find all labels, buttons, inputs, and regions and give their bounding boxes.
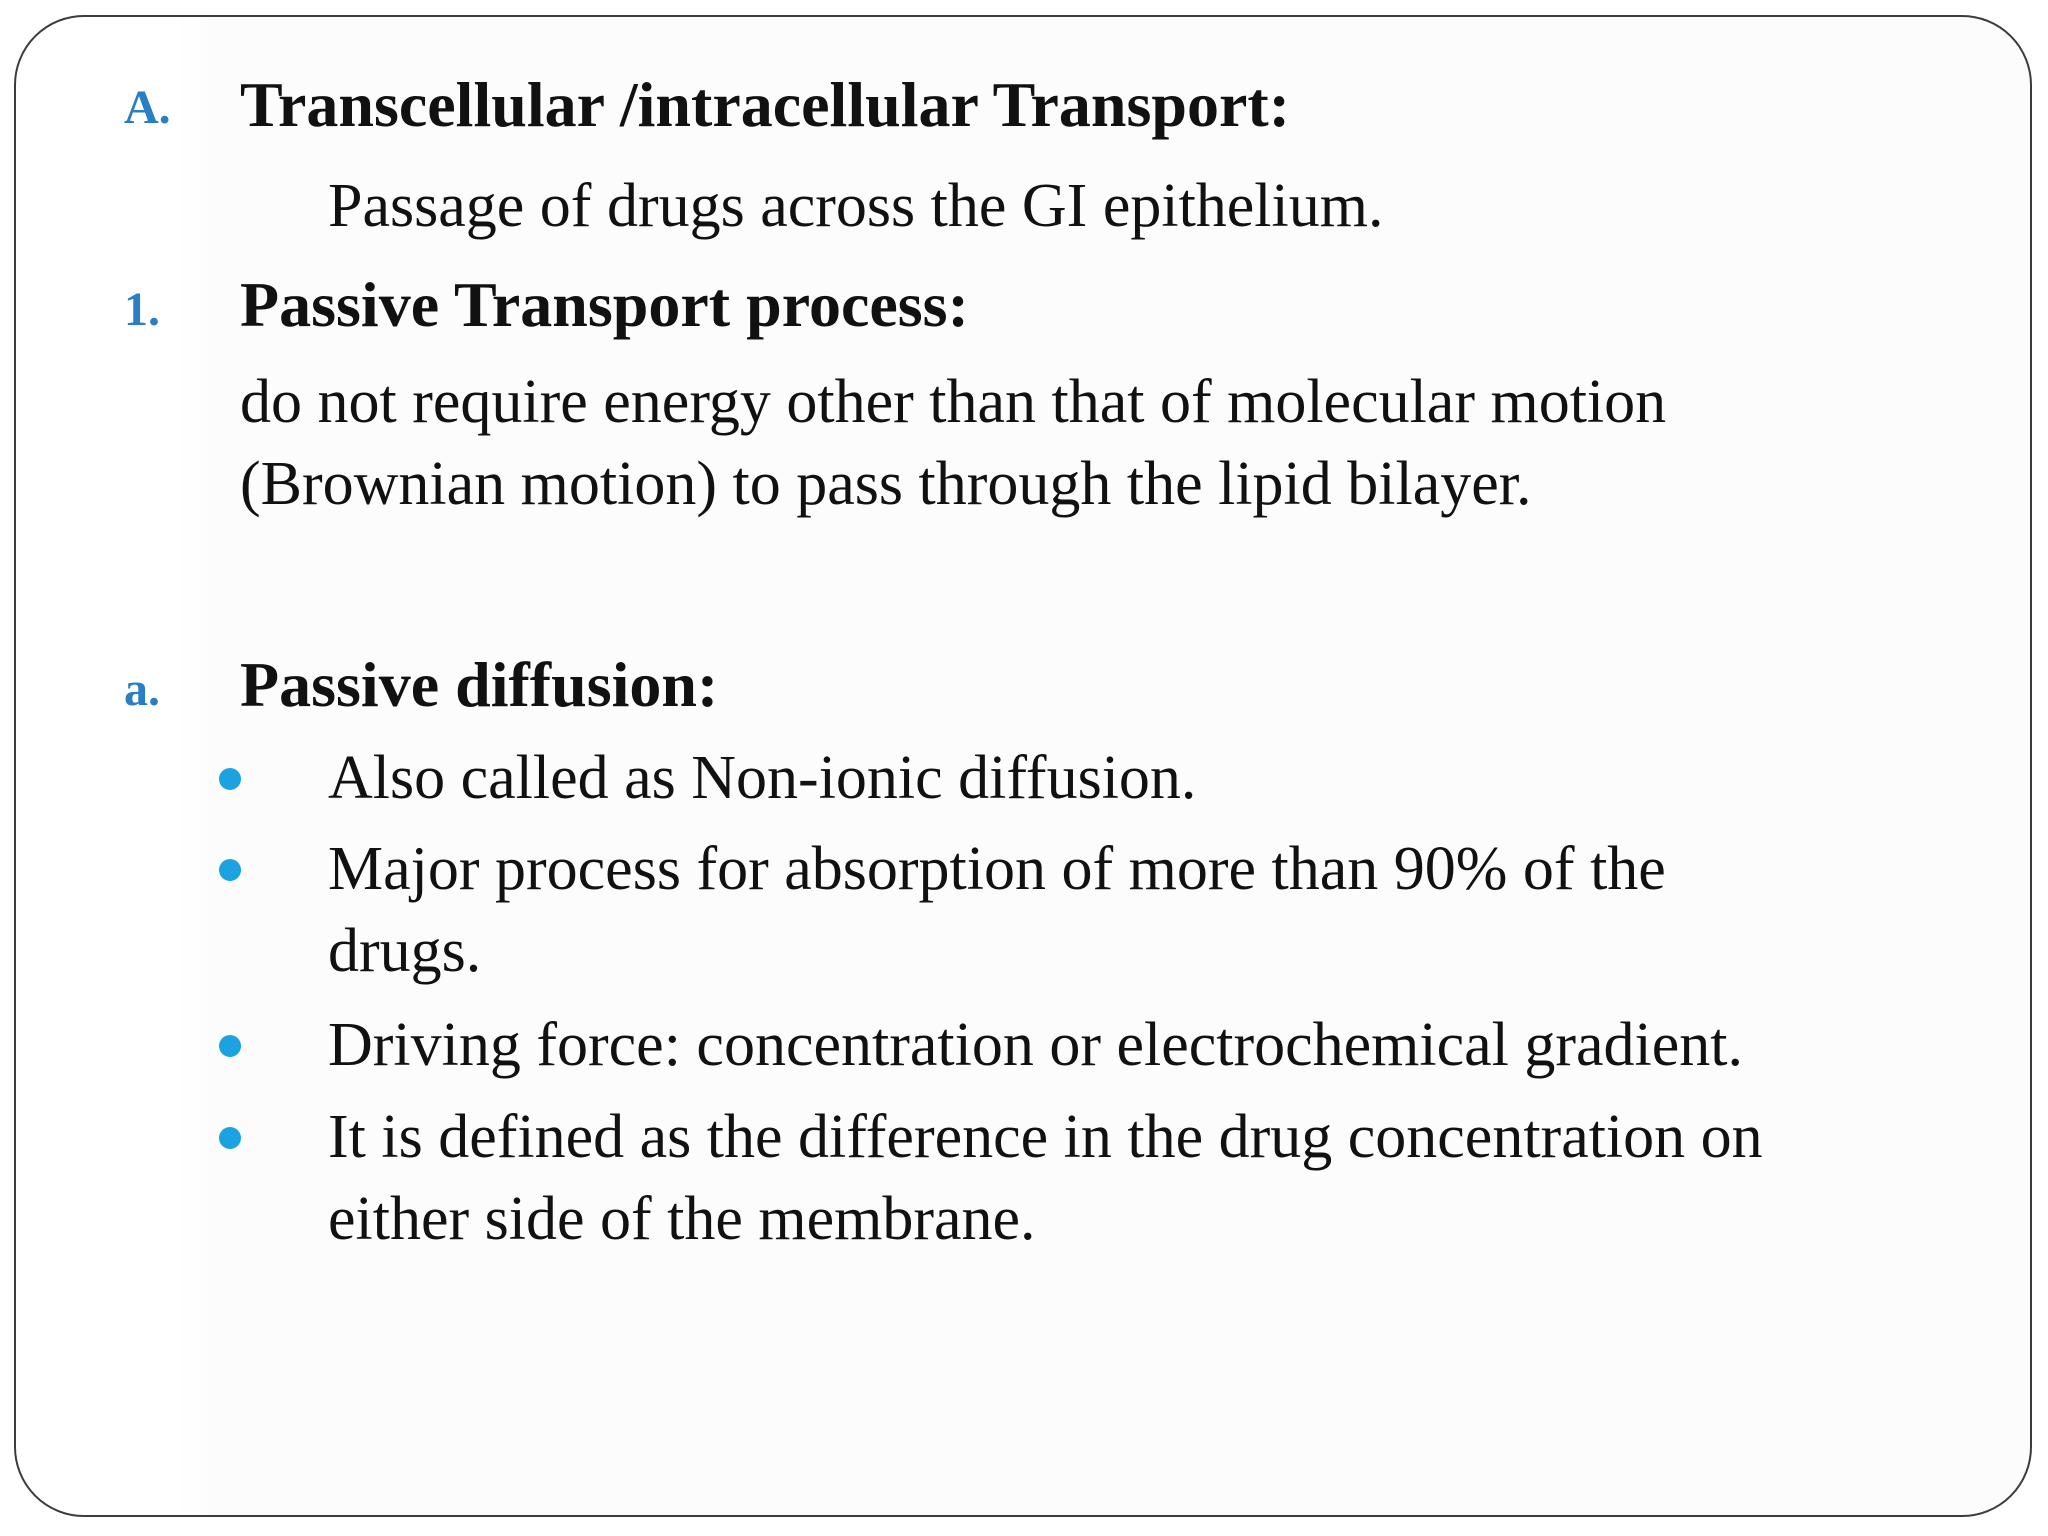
- bullet-dot: [219, 768, 241, 790]
- bullet-text-defined-line2: either side of the membrane.: [328, 1185, 1036, 1253]
- text-energy-line2: (Brownian motion) to pass through the lipid bilayer.: [240, 450, 1532, 518]
- bullet-text-nonionic: Also called as Non-ionic diffusion.: [328, 744, 1197, 812]
- bullet-text-major-process-line1: Major process for absorption of more than 90% of the: [328, 835, 1666, 903]
- heading-passive-diffusion: Passive diffusion:: [240, 649, 719, 720]
- bullet-text-major-process-line2: drugs.: [328, 917, 482, 985]
- marker-1: 1.: [124, 283, 160, 336]
- heading-passive-transport: Passive Transport process:: [240, 269, 969, 340]
- text-energy-line1: do not require energy other than that of molecular motion: [240, 368, 1667, 436]
- bullet-dot: [219, 1127, 241, 1149]
- marker-a-lower: a.: [124, 663, 160, 716]
- bullet-text-driving-force: Driving force: concentration or electrochemical gradient.: [328, 1011, 1744, 1079]
- bullet-text-defined-line1: It is defined as the difference in the drug concentration on: [328, 1103, 1763, 1171]
- bullet-dot: [219, 859, 241, 881]
- bullet-dot: [219, 1035, 241, 1057]
- heading-transcellular: Transcellular /intracellular Transport:: [240, 69, 1291, 140]
- marker-a-upper: A.: [124, 81, 171, 134]
- text-passage-of-drugs: Passage of drugs across the GI epithelium.: [328, 172, 1384, 240]
